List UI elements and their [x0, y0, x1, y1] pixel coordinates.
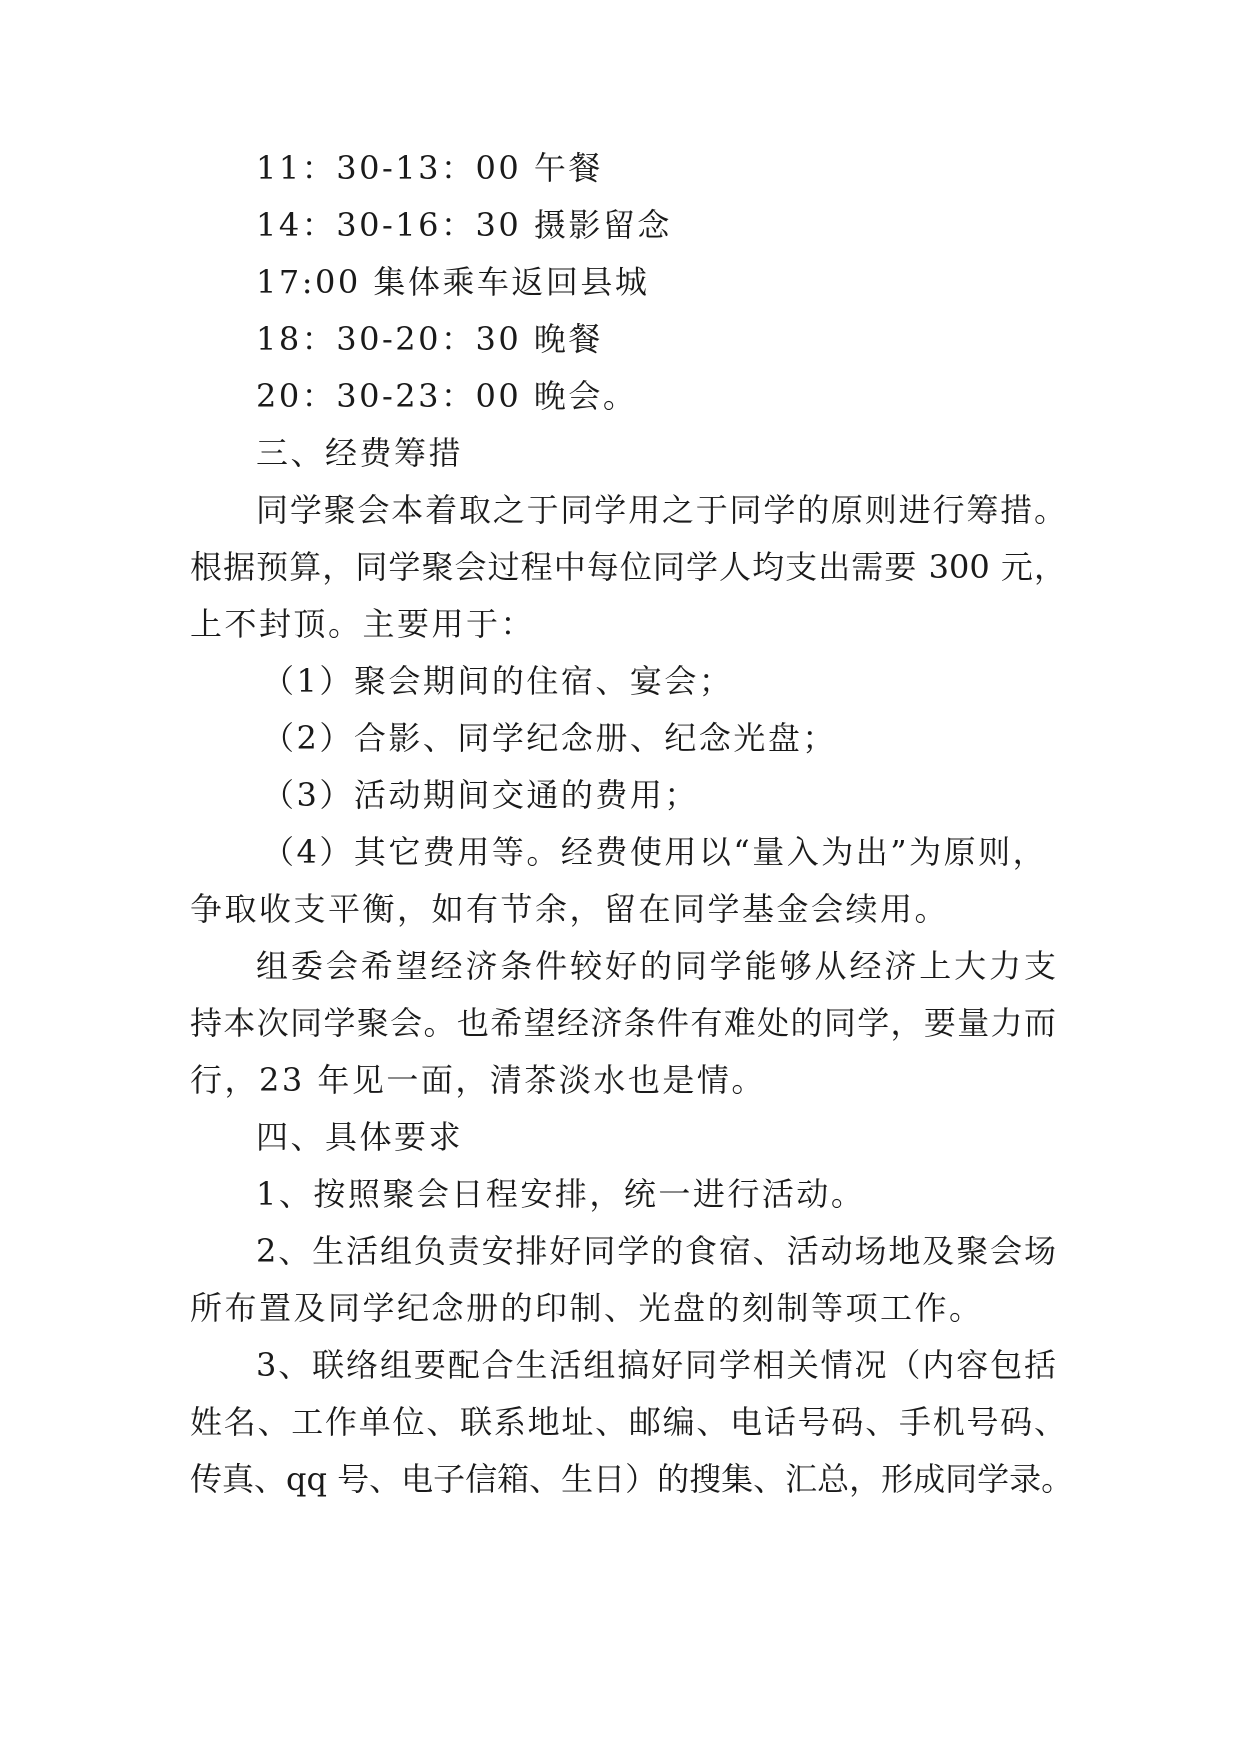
schedule-dinner: 18：30-20：30 晚餐 [256, 320, 603, 358]
funding-paragraph-line-3: 上不封顶。主要用于： [190, 605, 536, 643]
schedule-lunch: 11：30-13：00 午餐 [256, 149, 603, 187]
schedule-party: 20：30-23：00 晚会。 [256, 377, 638, 415]
committee-paragraph-line-2: 持本次同学聚会。也希望经济条件有难处的同学，要量力而 [190, 1004, 1056, 1042]
funding-item-3: （3）活动期间交通的费用； [262, 776, 699, 814]
requirement-3-line-3: 传真、qq 号、电子信箱、生日）的搜集、汇总，形成同学录。 [190, 1460, 1074, 1498]
funding-paragraph-line-1: 同学聚会本着取之于同学用之于同学的原则进行筹措。 [256, 491, 1066, 529]
funding-item-1: （1）聚会期间的住宿、宴会； [262, 662, 734, 700]
funding-item-4-continued: 争取收支平衡，如有节余，留在同学基金会续用。 [190, 890, 950, 928]
schedule-return: 17:00 集体乘车返回县城 [256, 263, 650, 301]
requirement-2-line-2: 所布置及同学纪念册的印制、光盘的刻制等项工作。 [190, 1289, 984, 1327]
funding-item-4: （4）其它费用等。经费使用以“量入为出”为原则， [262, 833, 1048, 871]
requirement-3-line-2: 姓名、工作单位、联系地址、邮编、电话号码、手机号码、 [190, 1403, 1066, 1441]
funding-item-2: （2）合影、同学纪念册、纪念光盘； [262, 719, 837, 757]
requirement-1: 1、按照聚会日程安排，统一进行活动。 [256, 1175, 866, 1213]
section4-heading: 四、具体要求 [256, 1118, 464, 1156]
committee-paragraph-line-1: 组委会希望经济条件较好的同学能够从经济上大力支 [256, 947, 1056, 985]
schedule-photo: 14：30-16：30 摄影留念 [256, 206, 672, 244]
committee-paragraph-line-3: 行，23 年见一面，清茶淡水也是情。 [190, 1061, 766, 1099]
requirement-3-line-1: 3、联络组要配合生活组搞好同学相关情况（内容包括 [256, 1346, 1056, 1384]
section3-heading: 三、经费筹措 [256, 434, 464, 472]
funding-paragraph-line-2: 根据预算，同学聚会过程中每位同学人均支出需要 300 元， [190, 548, 1066, 586]
requirement-2-line-1: 2、生活组负责安排好同学的食宿、活动场地及聚会场 [256, 1232, 1056, 1270]
